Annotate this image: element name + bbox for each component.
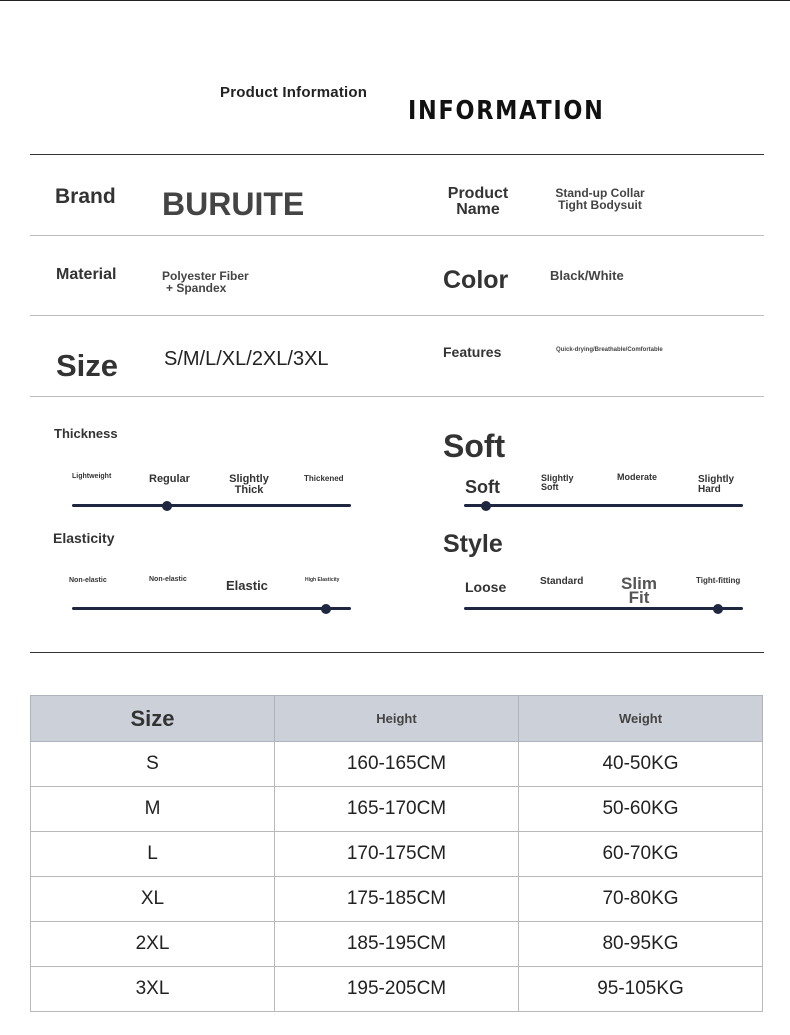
size-chart-table	[30, 695, 763, 1012]
product-name-value-line1: Stand-up Collar	[555, 186, 645, 200]
style-tick-slim: Slim	[621, 574, 657, 593]
soft-tick-soft-2: Soft	[541, 482, 559, 492]
product-name-label	[443, 186, 513, 218]
product-information-heading: Product Information	[220, 84, 368, 101]
soft-tick-slightly-hard	[698, 475, 734, 495]
thickness-tick-lightweight: Lightweight	[72, 473, 112, 480]
size-cell: 2XL	[31, 922, 275, 967]
product-name-label-line2: Name	[456, 201, 500, 218]
elasticity-tick-high: High Elasticity	[305, 577, 340, 583]
table-header-row	[31, 696, 763, 742]
style-indicator	[713, 604, 723, 614]
style-tick-standard: Standard	[540, 576, 584, 587]
table-row	[31, 967, 763, 1012]
height-cell: 175-185CM	[275, 877, 519, 922]
thickness-tick-slightly-thick	[226, 474, 272, 496]
height-cell: 170-175CM	[275, 832, 519, 877]
height-cell: 165-170CM	[275, 787, 519, 832]
thickness-track	[72, 504, 351, 507]
table-row	[31, 922, 763, 967]
top-border	[0, 0, 790, 1]
weight-cell: 70-80KG	[519, 877, 763, 922]
divider	[30, 315, 764, 316]
divider	[30, 235, 764, 236]
height-cell: 185-195CM	[275, 922, 519, 967]
soft-tick-slightly: Slightly	[541, 473, 574, 483]
thickness-tick-slightly: Slightly	[229, 473, 269, 485]
features-value: Quick-drying/Breathable/Comfortable	[556, 347, 663, 353]
style-tick-loose: Loose	[465, 579, 507, 595]
weight-cell: 60-70KG	[519, 832, 763, 877]
style-tick-slim-fit	[618, 574, 660, 608]
table-row	[31, 787, 763, 832]
material-value-line2: + Spandex	[166, 281, 227, 295]
size-label: Size	[56, 348, 119, 383]
weight-cell: 80-95KG	[519, 922, 763, 967]
information-title: INFORMATION	[408, 96, 605, 126]
thickness-label: Thickness	[54, 426, 118, 441]
weight-cell: 95-105KG	[519, 967, 763, 1012]
height-cell: 160-165CM	[275, 742, 519, 787]
material-value	[162, 270, 249, 294]
brand-label: Brand	[55, 185, 116, 208]
size-cell: S	[31, 742, 275, 787]
elasticity-tick-elastic: Elastic	[226, 578, 268, 593]
size-column-header: Size	[31, 696, 275, 742]
soft-track	[464, 504, 743, 507]
elasticity-track	[72, 607, 351, 610]
soft-tick-moderate: Moderate	[617, 472, 658, 482]
table-row	[31, 742, 763, 787]
style-tick-fit: Fit	[628, 588, 650, 608]
elasticity-indicator	[321, 604, 331, 614]
divider	[30, 154, 764, 155]
color-label: Color	[443, 266, 509, 294]
table-row	[31, 877, 763, 922]
size-cell: 3XL	[31, 967, 275, 1012]
material-label: Material	[56, 266, 117, 283]
soft-tick-slightly-soft	[541, 474, 574, 492]
elasticity-tick-non-elastic-1: Non-elastic	[69, 577, 107, 584]
material-value-line1: Polyester Fiber	[162, 269, 249, 283]
style-tick-tight-fitting: Tight-fitting	[696, 576, 741, 585]
soft-tick-slightly-2: Slightly	[698, 474, 735, 485]
size-cell: M	[31, 787, 275, 832]
features-label: Features	[443, 344, 502, 360]
product-name-value-line2: Tight Bodysuit	[558, 198, 642, 212]
table-row	[31, 832, 763, 877]
height-cell: 195-205CM	[275, 967, 519, 1012]
size-cell: XL	[31, 877, 275, 922]
style-label: Style	[443, 530, 503, 558]
soft-tick-hard: Hard	[698, 484, 721, 495]
size-value: S/M/L/XL/2XL/3XL	[164, 348, 329, 370]
thickness-indicator	[162, 501, 172, 511]
elasticity-tick-non-elastic-2: Non-elastic	[149, 576, 187, 583]
thickness-tick-thickened: Thickened	[304, 474, 344, 483]
elasticity-label: Elasticity	[53, 530, 115, 546]
divider	[30, 396, 764, 397]
brand-value: BURUITE	[162, 186, 305, 222]
weight-column-header: Weight	[519, 696, 763, 742]
size-cell: L	[31, 832, 275, 877]
divider	[30, 652, 764, 653]
weight-cell: 40-50KG	[519, 742, 763, 787]
product-name-label-line1: Product	[447, 185, 509, 202]
style-track	[464, 607, 743, 610]
weight-cell: 50-60KG	[519, 787, 763, 832]
soft-label: Soft	[443, 428, 506, 464]
product-name-value	[550, 187, 650, 211]
color-value: Black/White	[550, 268, 624, 283]
soft-indicator	[481, 501, 491, 511]
thickness-tick-regular: Regular	[149, 473, 190, 485]
height-column-header: Height	[275, 696, 519, 742]
soft-tick-soft: Soft	[465, 477, 500, 497]
thickness-tick-thick: Thick	[234, 484, 264, 496]
